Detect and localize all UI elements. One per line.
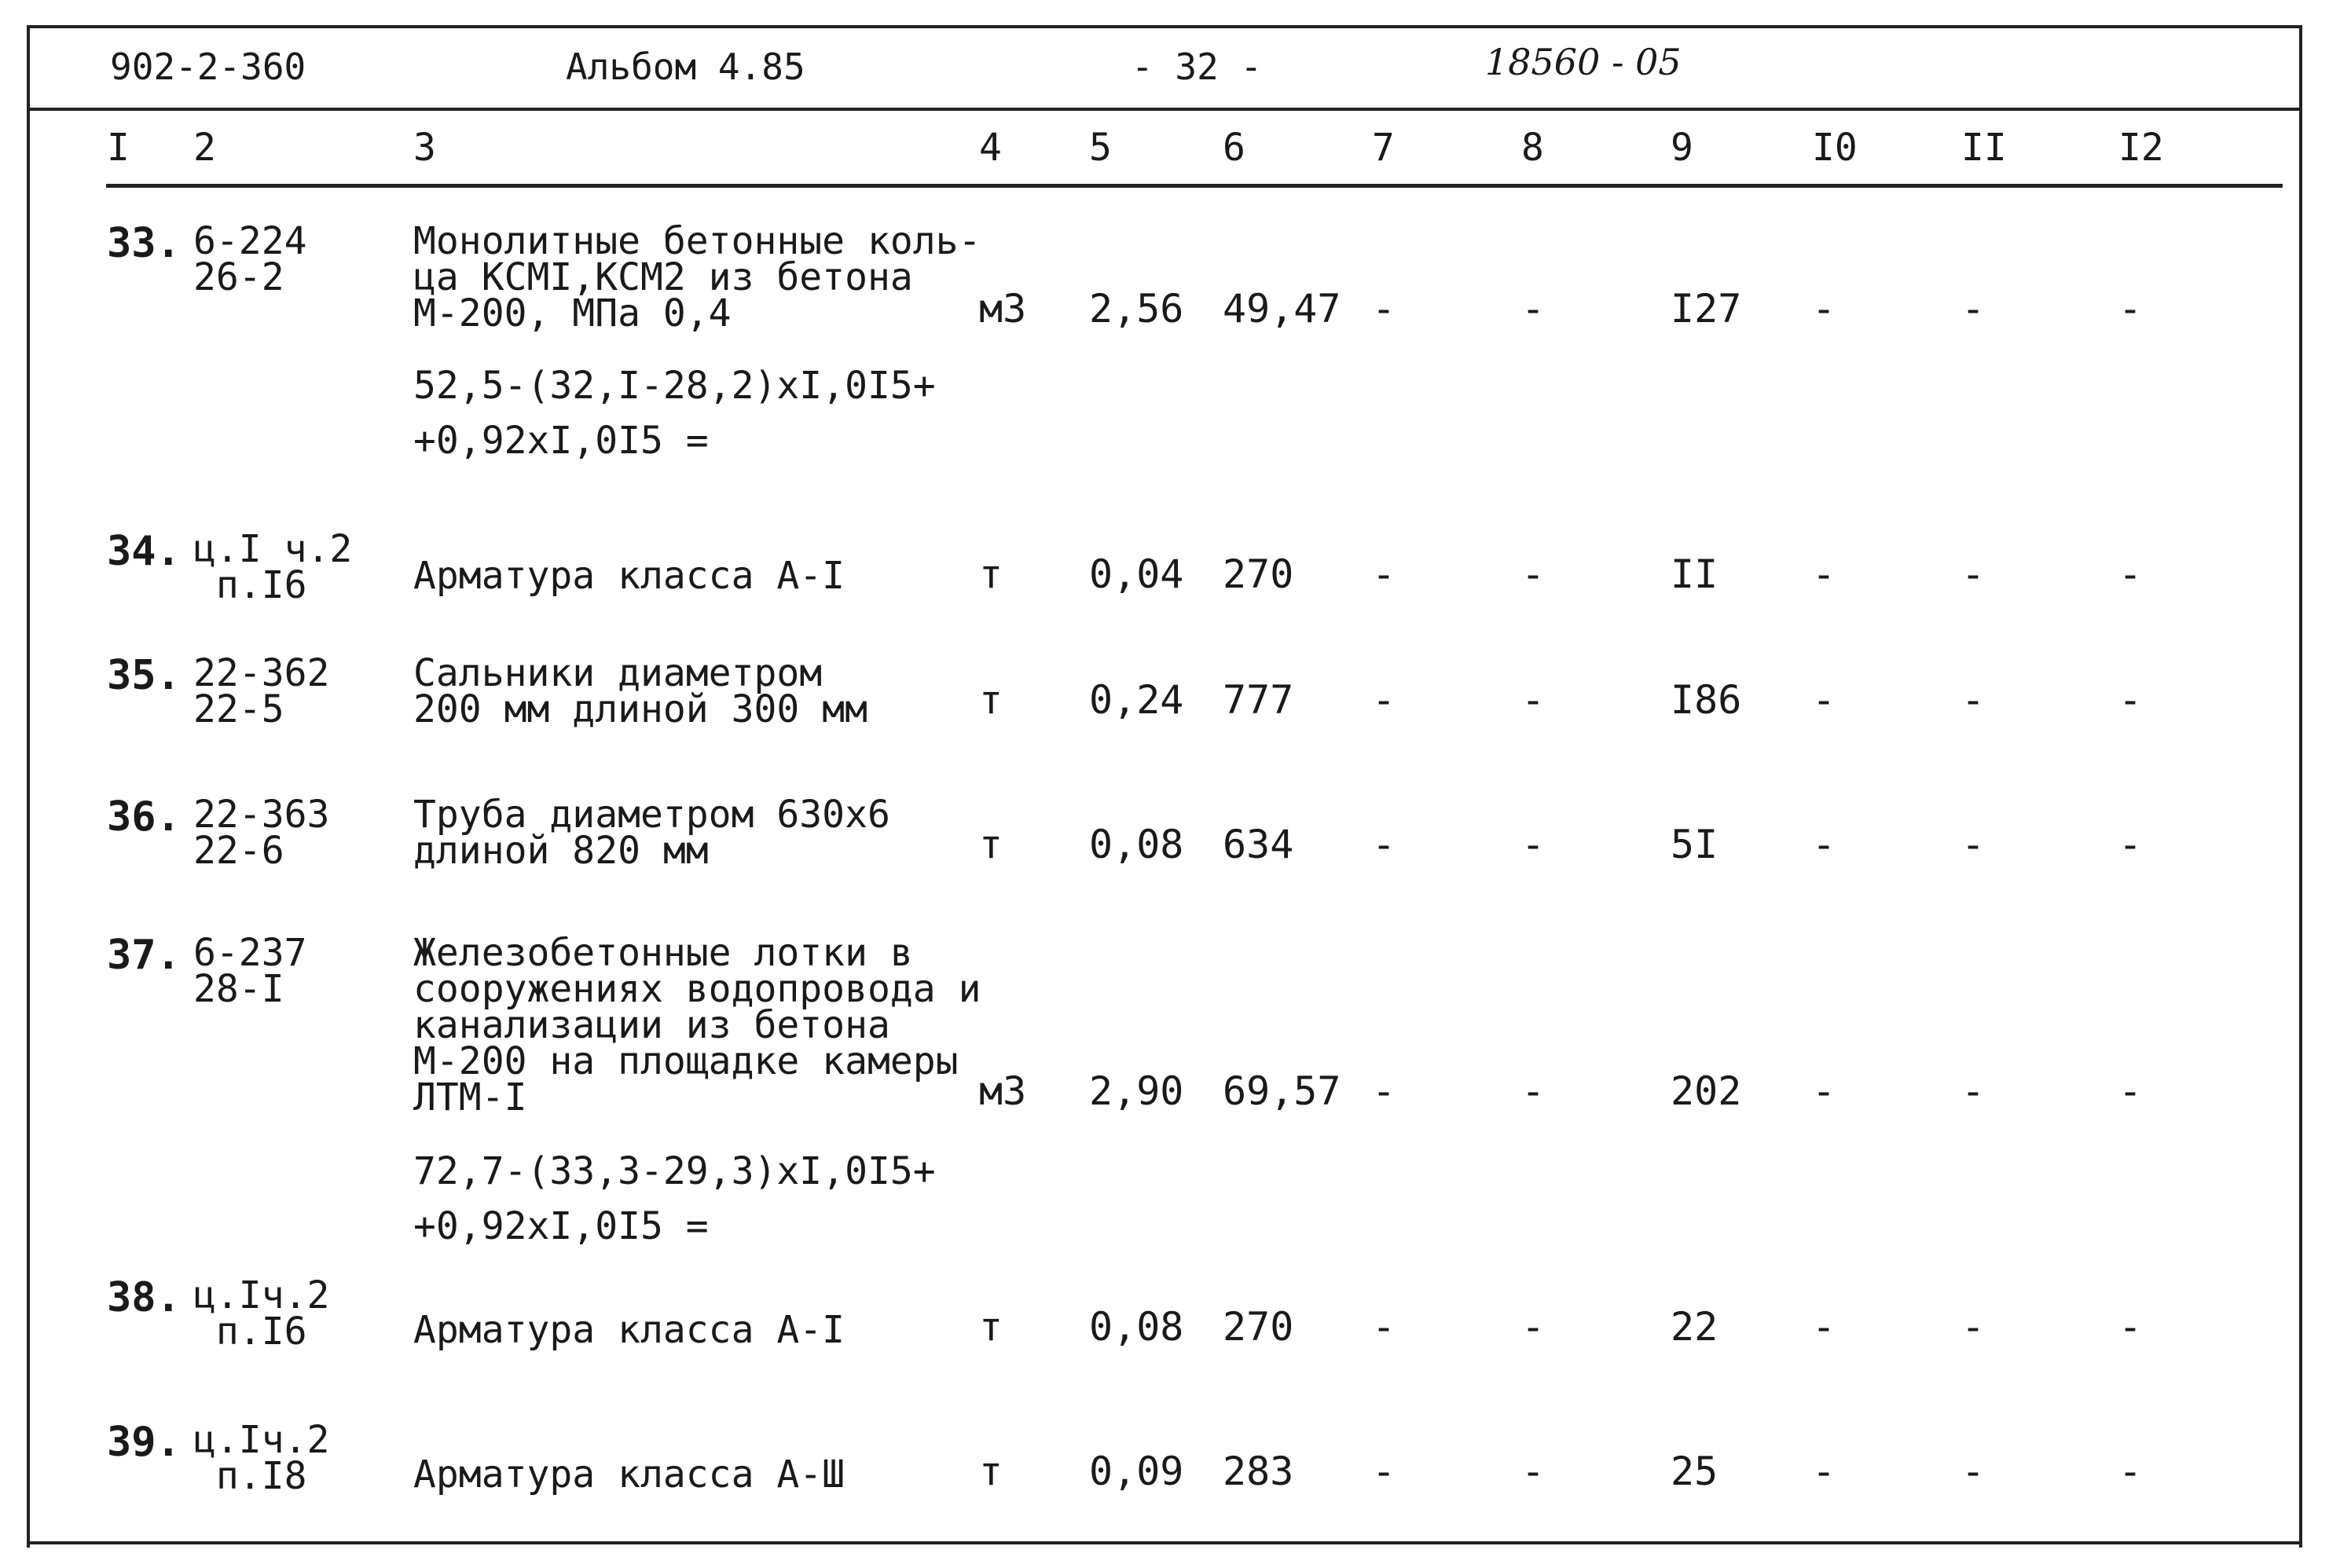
cell-col10: - bbox=[1812, 1304, 1836, 1350]
column-header: 8 bbox=[1521, 126, 1544, 170]
cell-col7: - bbox=[1372, 1068, 1396, 1114]
unit-price: 270 bbox=[1223, 1304, 1294, 1350]
row-number: 34. bbox=[107, 528, 181, 575]
unit-price: 49,47 bbox=[1223, 286, 1341, 332]
unit: м3 bbox=[979, 1068, 1027, 1114]
cell-col11: - bbox=[1961, 286, 1986, 332]
total-cost: 202 bbox=[1671, 1068, 1742, 1114]
cell-col11: - bbox=[1961, 1304, 1986, 1350]
cell-col7: - bbox=[1372, 551, 1396, 597]
cell-col12: - bbox=[2118, 822, 2143, 867]
norm-code: 6-237 28-I bbox=[193, 931, 307, 1011]
calculation-formula: 72,7-(33,3-29,3)xI,0I5+ +0,92xI,0I5 = bbox=[413, 1149, 936, 1248]
norm-code: ц.Iч.2 п.I8 bbox=[193, 1418, 330, 1498]
row-number: 33. bbox=[107, 220, 181, 267]
unit: т bbox=[979, 1304, 1003, 1350]
album-label: Альбом 4.85 bbox=[566, 46, 805, 88]
cell-col8: - bbox=[1521, 551, 1546, 597]
document-code: 902-2-360 bbox=[110, 46, 306, 88]
item-description: Арматура класса А-Ш bbox=[413, 1453, 845, 1497]
norm-code: ц.I ч.2 п.I6 bbox=[193, 527, 353, 607]
item-description: Труба диаметром 630x6 длиной 820 мм bbox=[413, 793, 890, 873]
total-cost: I86 bbox=[1671, 677, 1742, 723]
unit: т bbox=[979, 1449, 1003, 1494]
cell-col10: - bbox=[1812, 677, 1836, 723]
row-number: 37. bbox=[107, 932, 181, 979]
item-description: Арматура класса А-I bbox=[413, 554, 845, 598]
unit-price: 634 bbox=[1223, 822, 1294, 867]
cell-col10: - bbox=[1812, 822, 1836, 867]
column-header: 5 bbox=[1089, 126, 1112, 170]
total-cost: 25 bbox=[1671, 1449, 1718, 1494]
column-header: 4 bbox=[979, 126, 1002, 170]
cell-col10: - bbox=[1812, 1068, 1836, 1114]
cell-col12: - bbox=[2118, 1449, 2143, 1494]
cell-col12: - bbox=[2118, 1304, 2143, 1350]
item-description: Сальники диаметром 200 мм длиной 300 мм bbox=[413, 651, 867, 731]
header-divider bbox=[30, 108, 2299, 111]
total-cost: II bbox=[1671, 551, 1718, 597]
total-cost: I27 bbox=[1671, 286, 1742, 332]
item-description: Монолитные бетонные коль- ца КСМI,КСМ2 из бетона М-200, МПа 0,4 bbox=[413, 219, 981, 335]
cell-col7: - bbox=[1372, 1449, 1396, 1494]
unit-price: 283 bbox=[1223, 1449, 1294, 1494]
unit: т bbox=[979, 551, 1003, 597]
item-description: Железобетонные лотки в сооружениях водопровода и канализации из бетона М-200 на площадке камеры ЛТМ-I bbox=[413, 931, 981, 1119]
unit: м3 bbox=[979, 286, 1027, 332]
item-description: Арматура класса А-I bbox=[413, 1308, 845, 1352]
cell-col11: - bbox=[1961, 1449, 1986, 1494]
cell-col7: - bbox=[1372, 1304, 1396, 1350]
unit-price: 69,57 bbox=[1223, 1068, 1341, 1114]
column-header: 7 bbox=[1372, 126, 1395, 170]
quantity: 2,90 bbox=[1089, 1068, 1184, 1114]
cell-col12: - bbox=[2118, 1068, 2143, 1114]
total-cost: 5I bbox=[1671, 822, 1718, 867]
cell-col7: - bbox=[1372, 286, 1396, 332]
cell-col10: - bbox=[1812, 1449, 1836, 1494]
quantity: 0,24 bbox=[1089, 677, 1184, 723]
cell-col12: - bbox=[2118, 286, 2143, 332]
cell-col11: - bbox=[1961, 822, 1986, 867]
cell-col10: - bbox=[1812, 551, 1836, 597]
quantity: 0,08 bbox=[1089, 822, 1184, 867]
norm-code: 22-362 22-5 bbox=[193, 651, 330, 731]
column-header: 9 bbox=[1671, 126, 1693, 170]
norm-code: ц.Iч.2 п.I6 bbox=[193, 1273, 330, 1354]
calculation-formula: 52,5-(32,I-28,2)xI,0I5+ +0,92xI,0I5 = bbox=[413, 364, 936, 463]
cell-col8: - bbox=[1521, 1449, 1546, 1494]
column-header: 6 bbox=[1223, 126, 1245, 170]
cell-col11: - bbox=[1961, 677, 1986, 723]
norm-code: 22-363 22-6 bbox=[193, 793, 330, 873]
page-number: - 32 - bbox=[1131, 46, 1263, 88]
cell-col10: - bbox=[1812, 286, 1836, 332]
column-header: I bbox=[107, 126, 130, 170]
unit-price: 270 bbox=[1223, 551, 1294, 597]
quantity: 2,56 bbox=[1089, 286, 1184, 332]
norm-code: 6-224 26-2 bbox=[193, 219, 307, 299]
row-number: 38. bbox=[107, 1274, 181, 1321]
total-cost: 22 bbox=[1671, 1304, 1718, 1350]
cell-col11: - bbox=[1961, 551, 1986, 597]
row-number: 36. bbox=[107, 793, 181, 841]
cell-col8: - bbox=[1521, 1304, 1546, 1350]
cell-col8: - bbox=[1521, 1068, 1546, 1114]
cell-col7: - bbox=[1372, 677, 1396, 723]
column-header: II bbox=[1961, 126, 2007, 170]
cell-col8: - bbox=[1521, 822, 1546, 867]
column-header: I2 bbox=[2118, 126, 2164, 170]
column-header: 2 bbox=[193, 126, 216, 170]
column-header: I0 bbox=[1812, 126, 1858, 170]
frame-bottom-border bbox=[27, 1541, 2302, 1544]
cell-col11: - bbox=[1961, 1068, 1986, 1114]
row-number: 39. bbox=[107, 1419, 181, 1466]
cell-col8: - bbox=[1521, 286, 1546, 332]
quantity: 0,04 bbox=[1089, 551, 1184, 597]
row-number: 35. bbox=[107, 652, 181, 699]
cell-col8: - bbox=[1521, 677, 1546, 723]
cell-col7: - bbox=[1372, 822, 1396, 867]
column-header: 3 bbox=[413, 126, 436, 170]
quantity: 0,08 bbox=[1089, 1304, 1184, 1350]
cell-col12: - bbox=[2118, 551, 2143, 597]
unit: т bbox=[979, 822, 1003, 867]
quantity: 0,09 bbox=[1089, 1449, 1184, 1494]
handwritten-number: 18560 - 05 bbox=[1485, 41, 1682, 83]
column-header-underline bbox=[106, 184, 2283, 188]
unit: т bbox=[979, 677, 1003, 723]
cell-col12: - bbox=[2118, 677, 2143, 723]
unit-price: 777 bbox=[1223, 677, 1294, 723]
